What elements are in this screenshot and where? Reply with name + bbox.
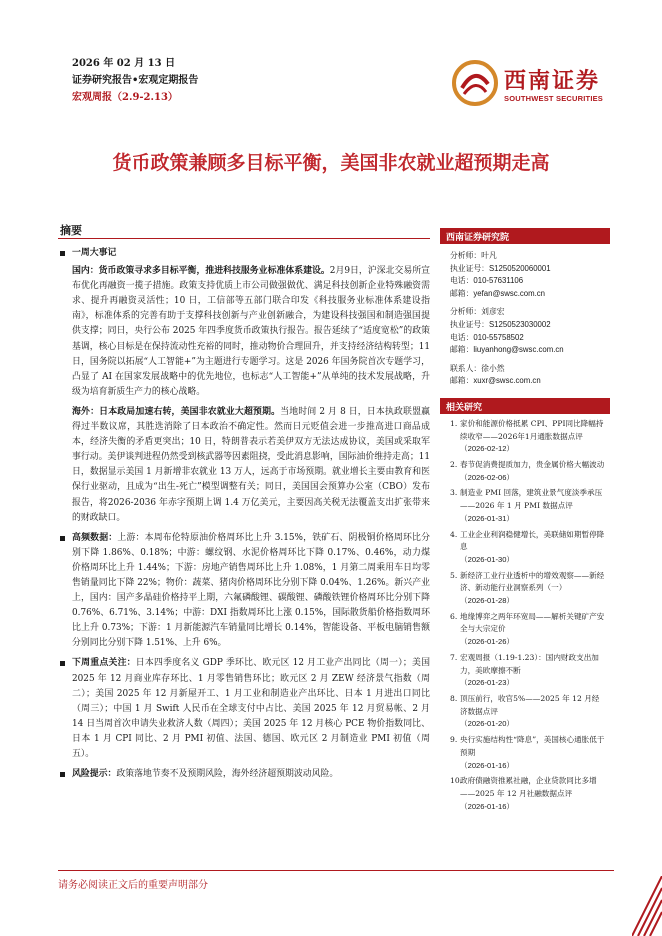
bullet-icon [60,661,65,666]
bullet-icon [60,251,65,256]
analyst-name: 分析师：刘彦宏 [450,307,505,317]
abstract-heading: 摘要 [60,224,82,237]
report-header [72,55,432,106]
analyst-email[interactable]: 邮箱：yefan@swsc.com.cn [450,288,546,298]
list-item[interactable]: 9. 央行实施结构性“降息”，美国核心通胀低于预期 （2026-01-16） [450,735,605,770]
analyst-phone: 电话：010-57631106 [450,276,524,286]
related-research-header: 相关研究 [440,398,610,414]
hf-lead: 高频数据： [72,532,118,543]
footer-disclaimer: 请务必阅读正文后的重要声明部分 [58,880,208,891]
risk-text: 政策落地节奏不及预期风险，海外经济超预期波动风险。 [116,769,339,780]
overseas-lead: 海外：日本政局加速右转，美国非农就业大超预期。 [72,406,281,417]
report-type: 证券研究报告•宏观定期报告 [72,75,199,86]
company-logo [452,60,617,108]
hf-text: 上游：本周布伦特原油价格周环比上升 3.15%，铁矿石、阴极铜价格周环比分别下降 1.86%、0.18%；中游：螺纹钢、水泥价格周环比下降 0.17%、0.46%，动力煤价格周环比上升 1.44%；下游：房地产销售周环比上升 1.08%，1 月第二周乘用车日均零售销量同比下降 22%；物价：蔬菜、猪肉价格周环比分别下降 0.04%、1.26%。新兴产业上，国内：国产多晶硅价格持平上期，六氟磷酸锂、碳酸锂、磷酸铁锂价格周环比分别下降 0.76%、6.71%、3.14%；中游：DXI 指数周环比上涨 0.15%，国际散货船价格指数周环比上升 0.73%；下游：1 月新能源汽车销量同比增长 0.14%，智能设备、平板电脑销售额分别同比分别下降 1.51%、上升 6%。 [72,532,431,649]
abstract-divider [58,238,430,239]
section-week-events: 一周大事记 [60,246,430,261]
domestic-lead: 国内：货币政策寻求多目标平衡，推进科技服务业标准体系建设。 [72,266,330,277]
logo-emblem-icon [452,60,498,106]
list-item[interactable]: 8. 顶压前行，收官5%——2025 年 12 月经济数据点评 （2026-01-20） [450,694,600,729]
contact-email[interactable]: 邮箱：xuxr@swsc.com.cn [450,376,541,386]
next-lead: 下周重点关注： [72,658,136,669]
analyst-phone: 电话：010-55758502 [450,332,524,342]
list-item[interactable]: 5. 新经济工业行业透析中的增效观察——新经济、新动能行业洞察系列（一） （2026-01-28） [450,570,605,606]
list-item[interactable]: 7. 宏观周报（1.19-1.23）：国内财政支出加力，美欧摩擦不断 （2026-01-23） [450,652,599,688]
list-item[interactable]: 3. 制造业 PMI 回落，建筑业景气度淡季承压——2026 年 1 月 PMI 数据点评 （2026-01-31） [450,488,603,523]
bullet-icon [60,536,65,541]
report-date: 2026 年 02 月 13 日 [72,58,176,69]
report-title: 货币政策兼顾多目标平衡，美国非农就业超预期走高 [112,152,550,174]
sidebar [440,228,610,816]
related-research-list [440,414,610,813]
domestic-text: 2月9日，沪深北交易所宣布优化再融资一揽子措施。政策支持优质上市公司做强做优、满足科技创新企业特殊融资需求、提升再融资灵活性；10 日，工信部等五部门联合印发《科技服务业标准体系建设指南》，标准体系的完善有助于支撑科技创新与产业创新融合，为建设科技强国和制造强国提供支撑；同日，央行公布 2025 年四季度货币政策执行报告。报告延续了“适度宽松”的政策基调，核心目标是在保持流动性充裕的同时，推动物价合理回升，并支持经济结构转型；11 日，国务院以拓展“人工智能+”为主题进行专题学习。这是 2026 年国务院首次专题学习，凸显了 AI 在国家发展战略中的优先地位，也标志“人工智能+”从单纯的技术发展战略，升级为培育新质生产力的核心战略。 [72,266,430,397]
abstract-body [60,244,430,787]
report-series: 宏观周报（2.9-2.13） [72,92,178,103]
list-item[interactable]: 1. 家价和能源价格抵累 CPI、PPI同比降幅持续收窄——2026年1月通胀数据点评 （2026-02-12） [450,418,604,454]
domestic-paragraph [60,264,430,400]
logo-name-cn: 西南证券 [504,68,601,94]
high-frequency-paragraph [60,531,430,652]
risk-lead: 风险提示： [72,769,117,780]
risk-paragraph [60,767,430,782]
list-item[interactable]: 2. 春节促消费提质加力，贵金属价格大幅波动 （2026-02-06） [450,460,605,482]
analyst-name: 分析师：叶凡 [450,251,497,260]
analyst-license: 执业证号：S1250523030002 [450,319,551,329]
logo-name-en: SOUTHWEST SECURITIES [504,94,604,103]
analyst-info [440,244,610,388]
list-item[interactable]: 10. 政府债融资推累社融，企业贷款同比多增——2025 年 12 月社融数据点评 （2026-01-16） [450,776,597,811]
overseas-paragraph [60,405,430,526]
bullet-icon [60,772,65,777]
footer-divider [58,870,614,871]
institute-header: 西南证券研究院 [440,228,610,244]
contact-name: 联系人：徐小然 [450,363,505,373]
overseas-text: 当地时间 2 月 8 日，日本执政联盟赢得过半数议席，其胜选消除了日本政治不确定性。然而日元贬值会进一步推高进口商品成本，经济失衡的矛盾更突出；10 日，特朗普表示若美伊双方无法达成协议，美国或采取军事行动。美伊谈判进程仍然受到核武器等因素阻挠，受此消息影响，国际油价维持走高；11 日，数据显示美国 1 月新增非农就业 13 万人，远高于市场预期。就业增长主要由教育和医保行业驱动，且成为“出生-死亡”模型调整有关；同日，美国国会预算办公室（CBO）发布报告，将2026-2036 年赤字预期上调 1.4 万亿美元，主要因高关税无法覆盖支出扩张带来的财政缺口。 [72,406,431,523]
analyst-license: 执业证号：S1250520060001 [450,263,551,273]
next-week-paragraph [60,656,430,762]
list-item[interactable]: 4. 工业企业利润稳健增长，美联储如期暂停降息 （2026-01-30） [450,529,605,564]
corner-stripes-icon [632,876,662,936]
analyst-email[interactable]: 邮箱：liuyanhong@swsc.com.cn [450,345,564,355]
next-text: 日本四季度名义 GDP 季环比、欧元区 12 月工业产出同比（周一）；美国 2025 年 12 月商业库存环比、1 月零售销售环比；欧元区 2 月 ZEW 经济景气指数（周二）；美国 2025 年 12 月新屋开工、1 月工业和制造业产出环比、日本 1 月进出口同比（周三）；中国 1 月 Swift 人民币在全球支付中占比、美国 2025 年 12 月贸易帐、2 月 14 日当周首次申请失业救济人数（周四）；美国 2025 年 12 月核心 PCE 物价指数同比、日本 1 月 CPI 同比、2 月 PMI 初值、法国、德国、欧元区 2 月制造业 PMI 初值（周五）。 [72,658,430,759]
list-item[interactable]: 6. 地缘博弈之两年环宽局——解析关键矿产安全与大宗定价 （2026-01-26） [450,611,605,647]
